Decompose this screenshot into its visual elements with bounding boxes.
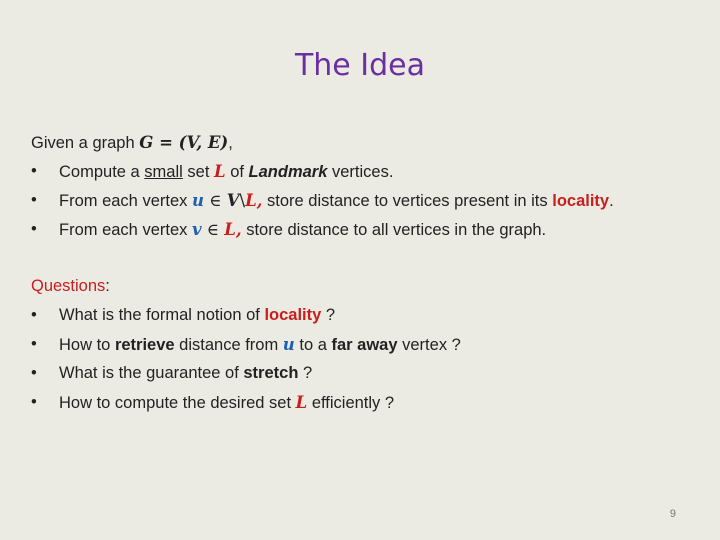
page-number: 9 <box>669 508 676 520</box>
bullet-icon: • <box>31 364 37 382</box>
text-segment: store distance to vertices present in its <box>262 192 553 210</box>
math-L: L <box>214 162 226 181</box>
bullet-icon: • <box>31 335 37 353</box>
emph-retrieve: retrieve <box>114 336 175 354</box>
math-V: V <box>226 191 240 210</box>
intro-suffix: , <box>228 134 233 152</box>
math-L: L, <box>224 220 242 239</box>
bullet-item-landmarks <box>31 157 701 186</box>
text-segment: ? <box>298 364 313 382</box>
text-segment: From each vertex <box>59 221 192 239</box>
text-segment: of <box>225 163 249 181</box>
graph-notation: G = (V, E) <box>139 133 229 152</box>
text-segment: What is the formal notion of <box>59 306 265 324</box>
intro-line <box>31 128 701 157</box>
math-u: u <box>191 191 204 210</box>
emph-stretch: stretch <box>243 364 299 382</box>
math-L: L <box>295 393 308 412</box>
question-retrieve <box>31 330 701 359</box>
text-segment: ? <box>321 306 336 324</box>
element-of-symbol: ∈ <box>203 191 227 210</box>
bullet-icon: • <box>31 393 37 411</box>
emph-far-away: far away <box>331 336 398 354</box>
math-L: L, <box>245 191 263 210</box>
question-compute-set <box>31 388 701 417</box>
spacer <box>31 244 701 272</box>
question-locality <box>31 301 701 330</box>
math-u: u <box>282 335 295 354</box>
intro-prefix: Given a graph <box>31 134 140 152</box>
bullet-item-all-vertices <box>31 215 701 244</box>
slide-body <box>31 128 701 417</box>
text-segment: How to compute the desired set <box>59 394 296 412</box>
bullet-icon: • <box>31 162 37 180</box>
question-stretch <box>31 359 701 388</box>
emph-locality: locality <box>264 306 322 324</box>
text-segment: vertex ? <box>397 336 461 354</box>
text-segment: . <box>609 192 614 210</box>
emph-landmark: Landmark <box>248 163 328 181</box>
bullet-icon: • <box>31 220 37 238</box>
questions-label: Questions <box>31 277 106 295</box>
text-segment: What is the guarantee of <box>59 364 244 382</box>
text-segment: vertices. <box>327 163 394 181</box>
bullet-icon: • <box>31 306 37 324</box>
emph-small: small <box>144 163 183 181</box>
text-segment: efficiently ? <box>307 394 395 412</box>
text-segment: distance from <box>174 336 283 354</box>
bullet-item-locality <box>31 186 701 215</box>
text-segment: From each vertex <box>59 192 192 210</box>
emph-locality: locality <box>552 192 610 210</box>
text-segment: store distance to all vertices in the graph. <box>241 221 547 239</box>
text-segment: to a <box>294 336 332 354</box>
text-segment: : <box>105 277 110 295</box>
text-segment: Compute a <box>59 163 145 181</box>
math-v: v <box>191 220 202 239</box>
text-segment: How to <box>59 336 115 354</box>
set-minus-symbol: \ <box>239 191 246 210</box>
bullet-icon: • <box>31 191 37 209</box>
slide-title: The Idea <box>294 48 426 83</box>
questions-heading <box>31 272 701 301</box>
text-segment: set <box>182 163 214 181</box>
element-of-symbol: ∈ <box>201 220 225 239</box>
